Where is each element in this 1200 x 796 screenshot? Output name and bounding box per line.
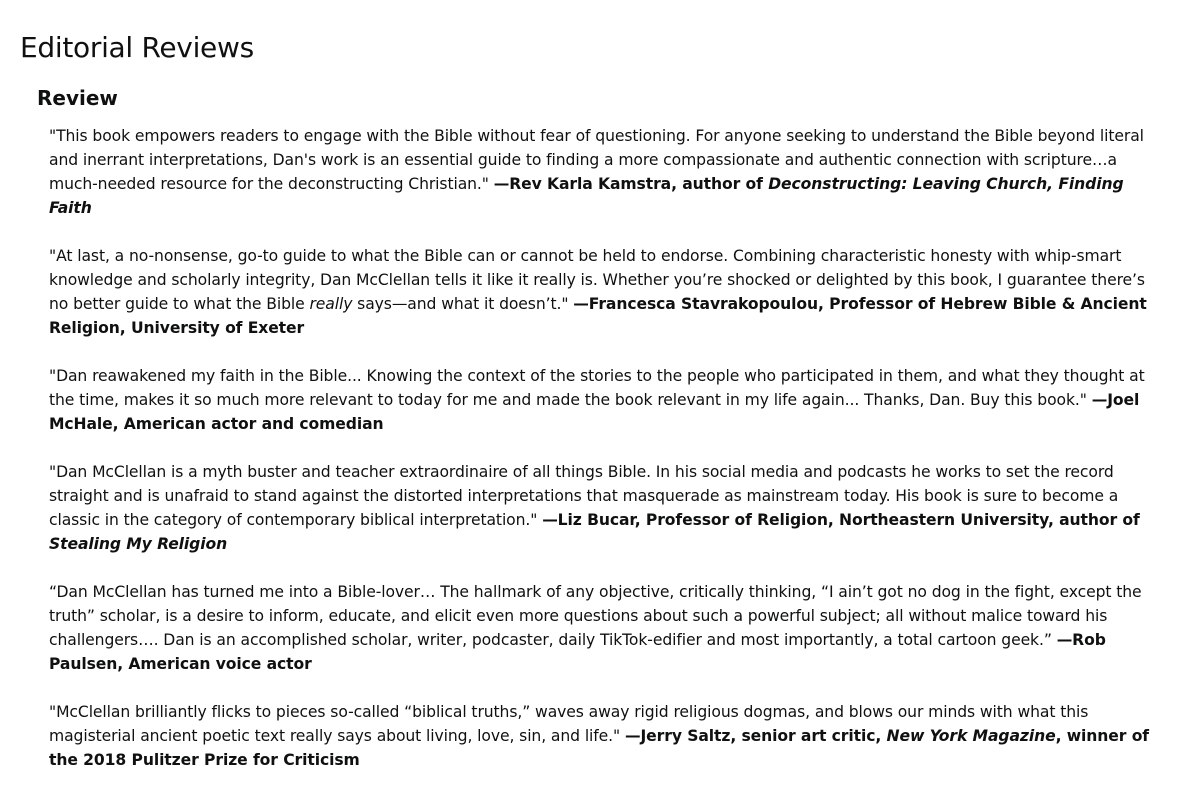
review-attribution: —Rob Paulsen, American voice actor: [49, 631, 1106, 673]
attribution-work-title: New York Magazine: [886, 727, 1056, 745]
review-quote: "Dan McClellan is a myth buster and teacher extraordinaire of all things Bible. In his social media and podcasts he works to set the record straight and is unafraid to stand against the distorted interpretations that masquerade as mainstream today. His book is sure to become a classic in the category of contemporary biblical interpretation.": [49, 463, 1119, 529]
review-item: [49, 124, 1167, 220]
attribution-text: —Rev Karla Kamstra, author of: [493, 175, 769, 193]
attribution-work-title: Deconstructing: Leaving Church, Finding Faith: [49, 175, 1124, 217]
quote-text: says—and what it doesn’t.": [352, 295, 569, 313]
review-attribution: —Francesca Stavrakopoulou, Professor of Hebrew Bible & Ancient Religion, University of Exeter: [49, 295, 1147, 337]
review-item: [49, 364, 1167, 436]
attribution-text: —Liz Bucar, Professor of Religion, Northeastern University, author of: [542, 511, 1140, 529]
review-item: [49, 580, 1167, 676]
attribution-text: —Jerry Saltz, senior art critic,: [624, 727, 887, 745]
section-title-review: Review: [37, 86, 118, 110]
review-quote: “Dan McClellan has turned me into a Bible-lover… The hallmark of any objective, critically thinking, “I ain’t got no dog in the fight, except the truth” scholar, is a desire to inform, educate, and elicit even more questions about such a powerful subject; all without malice toward his challengers…. Dan is an accomplished scholar, writer, podcaster, daily TikTok-edifier and most importantly, a total cartoon geek.”: [49, 583, 1142, 649]
review-list: [49, 124, 1167, 796]
review-item: [49, 700, 1167, 772]
quote-emphasis: really: [309, 295, 353, 313]
quote-text: "At last, a no-nonsense, go-to guide to what the Bible can or cannot be held to endorse. Combining characteristic honesty with whip-smart knowledge and scholarly integrity, Dan McClellan tells it like it really is. Whether you’re shocked or delighted by this book, I guarantee there’s no better guide to what the Bible: [49, 247, 1145, 313]
review-item: [49, 460, 1167, 556]
review-quote: "McClellan brilliantly flicks to pieces so-called “biblical truths,” waves away rigid religious dogmas, and blows our minds with what this magisterial ancient poetic text really says about living, love, sin, and life.": [49, 703, 1089, 745]
attribution-text: , winner of the 2018 Pulitzer Prize for Criticism: [49, 727, 1149, 769]
attribution-work-title: Stealing My Religion: [49, 535, 228, 553]
page-title: Editorial Reviews: [20, 31, 254, 64]
review-quote: "This book empowers readers to engage with the Bible without fear of questioning. For anyone seeking to understand the Bible beyond literal and inerrant interpretations, Dan's work is an essential guide to finding a more compassionate and authentic connection with scripture…a much-needed resource for the deconstructing Christian.": [49, 127, 1144, 193]
review-attribution: —Joel McHale, American actor and comedian: [49, 391, 1140, 433]
review-quote: "Dan reawakened my faith in the Bible... Knowing the context of the stories to the people who participated in them, and what they thought at the time, makes it so much more relevant to today for me and made the book relevant in my life again... Thanks, Dan. Buy this book.": [49, 367, 1145, 409]
review-item: [49, 244, 1167, 340]
